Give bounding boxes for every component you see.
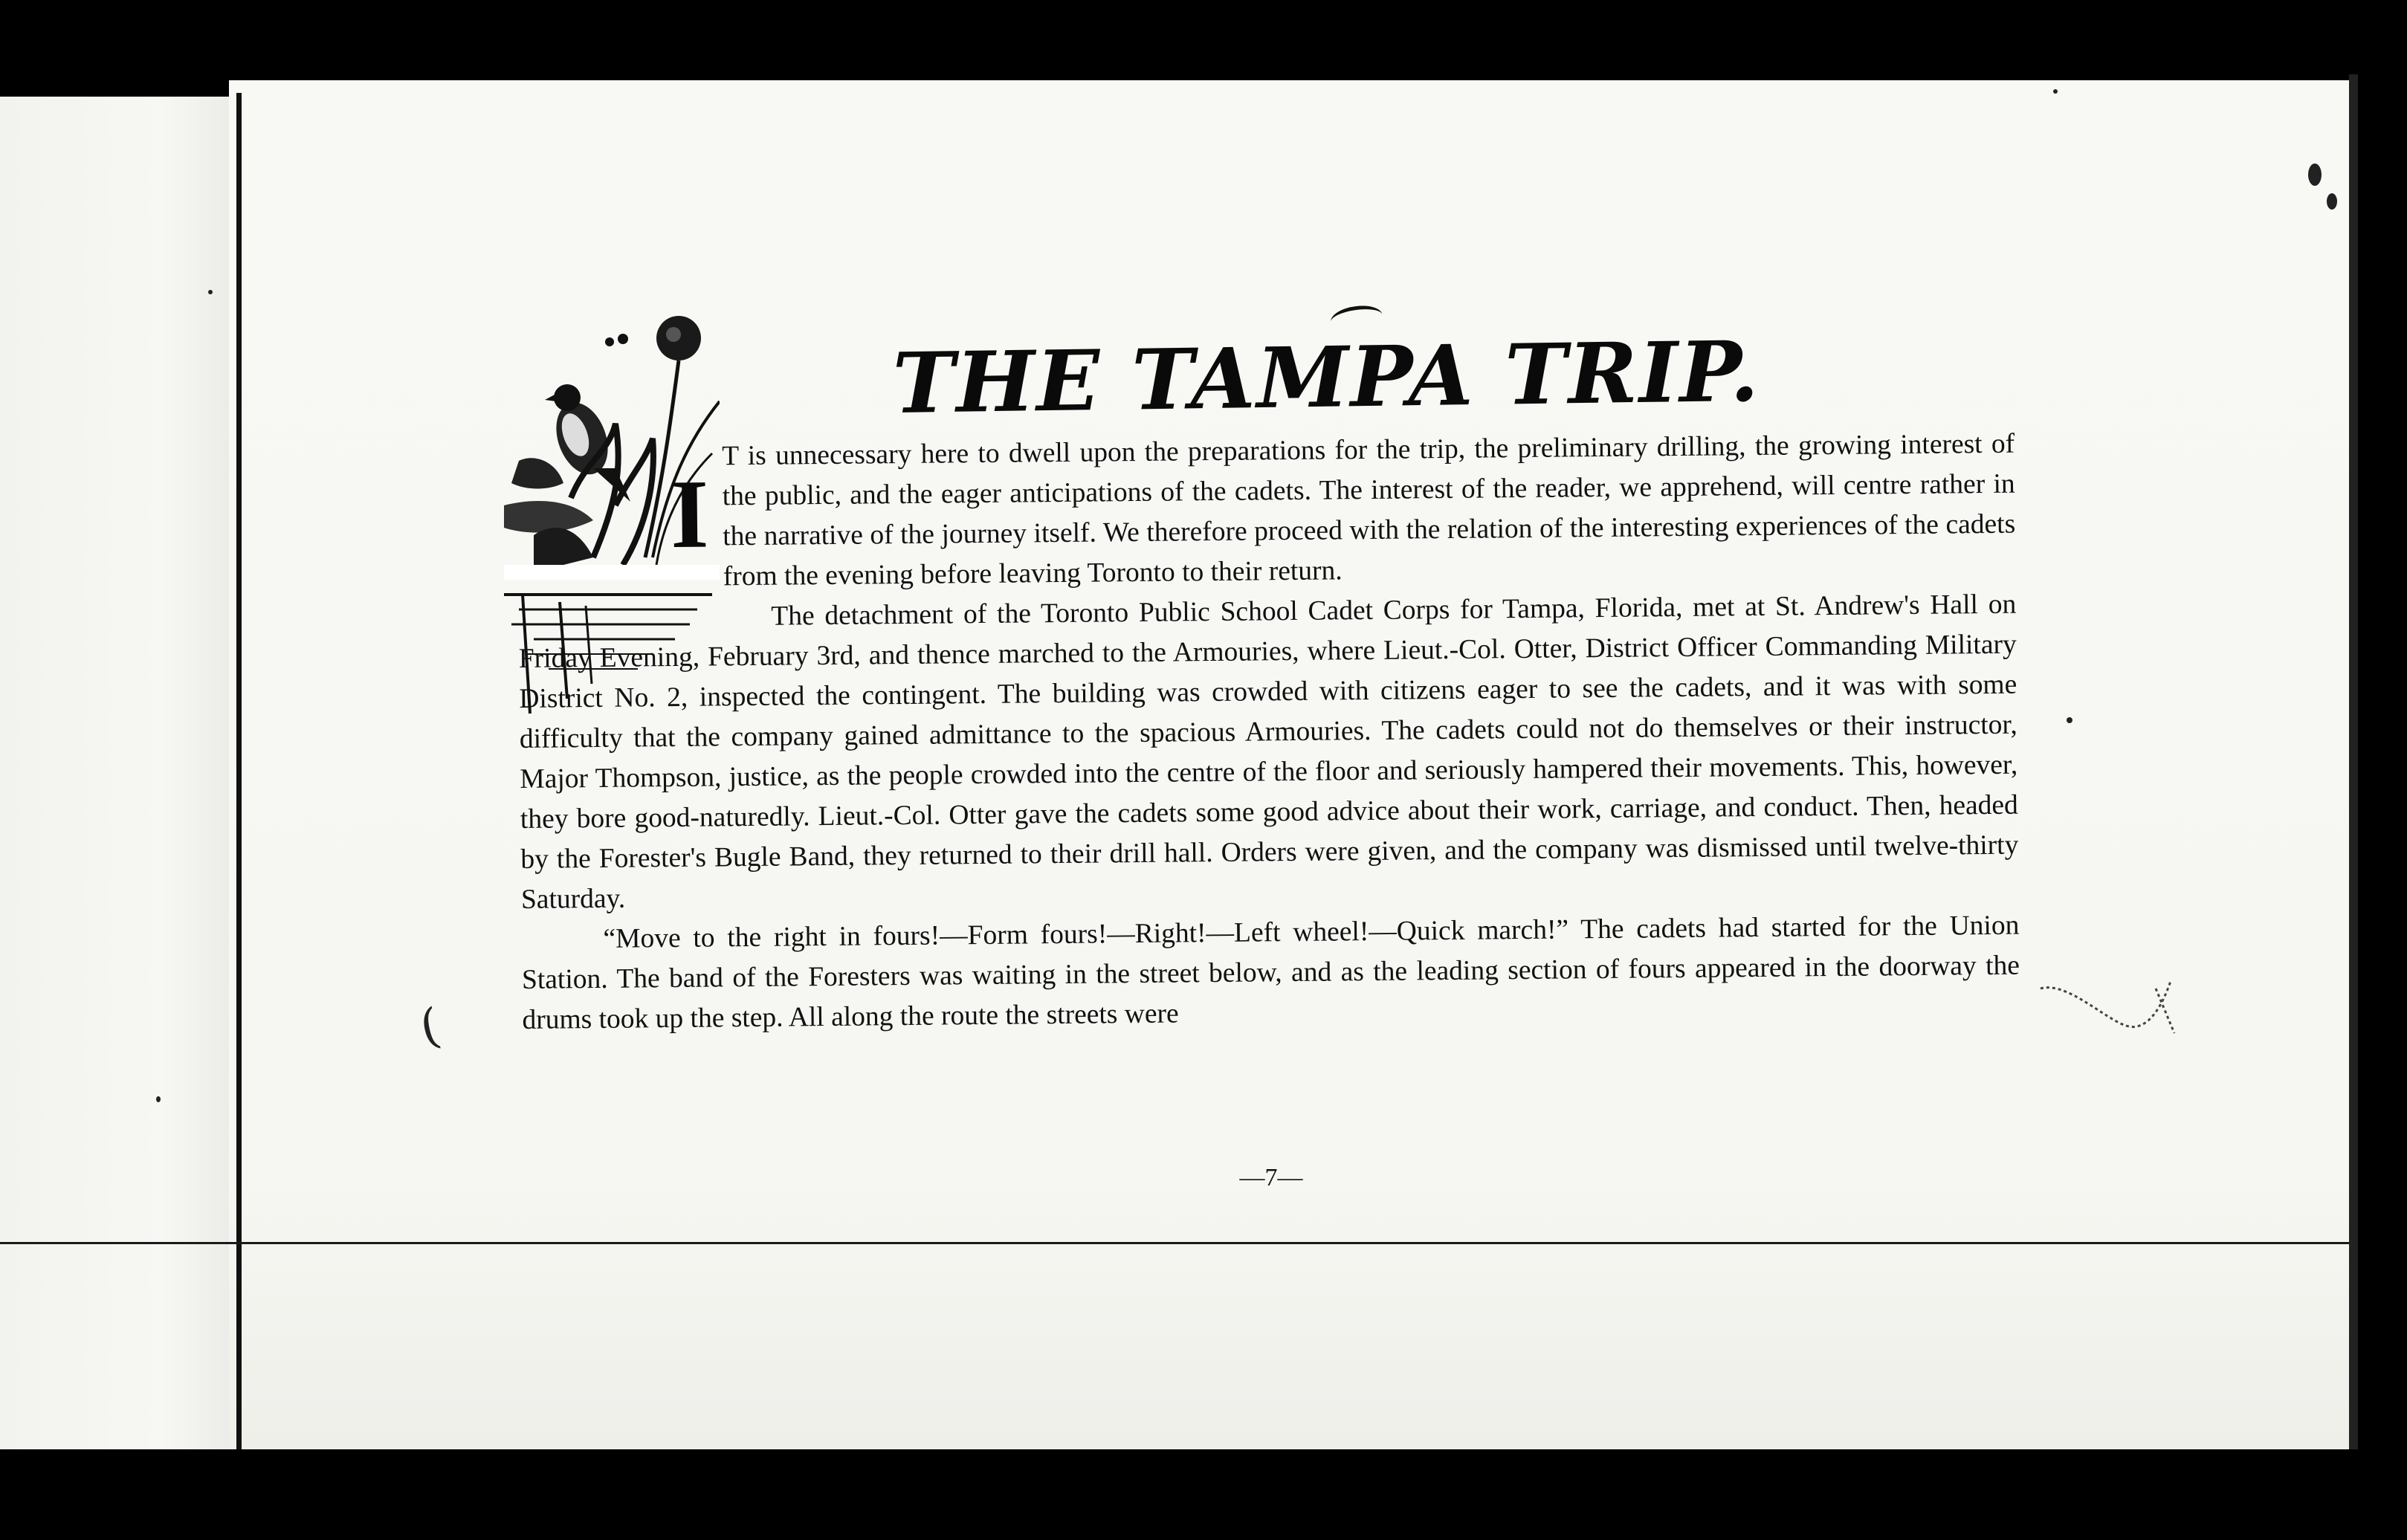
page-edge-shadow: [2349, 74, 2358, 1449]
scan-speck: [2067, 717, 2072, 723]
gutter-line: [236, 93, 242, 1449]
scan-speck: [2308, 164, 2322, 186]
scan-speck: [156, 1096, 161, 1102]
page-title: THE TAMPA TRIP.: [892, 323, 1761, 433]
paragraph: “Move to the right in fours!—Form fours!—Right!—Left wheel!—Quick march!” The cadets had started for the Union Station. The band of the Foresters was waiting in the street below, and as the leading section of fours appeared in the doorway the drums took up the step. All along the route the streets were: [521, 910, 2020, 1035]
microfilm-rule: [0, 1242, 2356, 1244]
indent-spacer: [518, 625, 771, 627]
article-body: [517, 424, 2021, 1159]
scan-speck: [2327, 193, 2337, 210]
left-page-edge: [0, 97, 229, 1449]
paragraph-wrapper: [518, 585, 2019, 920]
scan-speck: [208, 290, 213, 294]
scan-speck: [2053, 89, 2058, 94]
paragraph: T is unnecessary here to dwell upon the preparations for the trip, the preliminary drilling, the growing interest of the public, and the eager anticipations of the cadets. The interest of the reader, we apprehend, will centre rather in the narrative of the journey itself. We therefore proceed with the relation of the interesting experiences of the cadets from the evening before leaving Toronto to their return.: [722, 428, 2016, 592]
margin-bracket-mark: (: [415, 998, 445, 1056]
paragraph: The detachment of the Toronto Public School Cadet Corps for Tampa, Florida, met at St. Andrew's Hall on Friday Evening, February 3rd, and thence marched to the Armouries, where Lieut.-Col. Otter, District Officer Commanding Military District No. 2, inspected the contingent. The building was crowded with citizens eager to see the cadets, and it was with some difficulty that the company gained admittance to the spacious Armouries. The cadets could not do themselves or their instructor, Major Thompson, justice, as the people crowded into the centre of the floor and seriously hampered their movements. This, however, they bore good-naturedly. Lieut.-Col. Otter gave the cadets some good advice about their work, carriage, and conduct. Then, headed by the Forester's Bugle Band, they returned to their drill hall. Orders were given, and the company was dismissed until twelve-thirty Saturday.: [518, 589, 2019, 915]
drop-cap: I: [670, 459, 710, 569]
pencil-scribble-icon: [2037, 974, 2178, 1041]
page-number: —7—: [1239, 1164, 1303, 1191]
